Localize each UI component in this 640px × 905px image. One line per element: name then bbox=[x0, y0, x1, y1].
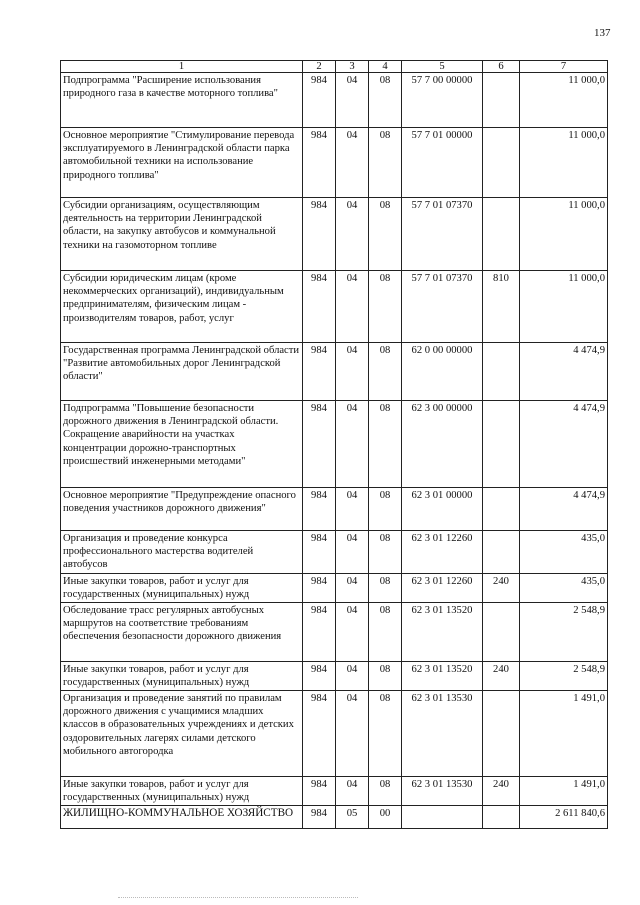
row-csr: 62 0 00 00000 bbox=[402, 343, 483, 401]
table-row bbox=[61, 271, 608, 343]
header-col-csr: 5 bbox=[402, 61, 483, 73]
row-sum: 11 000,0 bbox=[520, 128, 608, 198]
row-sum: 2 548,9 bbox=[520, 662, 608, 691]
header-col-pr: 4 bbox=[369, 61, 402, 73]
row-grbs: 984 bbox=[303, 401, 336, 488]
table-row bbox=[61, 531, 608, 574]
table-row bbox=[61, 603, 608, 662]
row-pr: 08 bbox=[369, 603, 402, 662]
row-name: Иные закупки товаров, работ и услуг для государственных (муниципальных) нужд bbox=[61, 777, 303, 806]
row-sum: 2 611 840,6 bbox=[520, 806, 608, 829]
row-grbs: 984 bbox=[303, 806, 336, 829]
scan-artifact-divider bbox=[118, 897, 358, 900]
header-col-sum: 7 bbox=[520, 61, 608, 73]
row-vr bbox=[483, 531, 520, 574]
row-csr: 62 3 01 00000 bbox=[402, 488, 483, 531]
row-pr: 08 bbox=[369, 73, 402, 128]
row-sum: 4 474,9 bbox=[520, 401, 608, 488]
table-row bbox=[61, 662, 608, 691]
row-rz: 04 bbox=[336, 691, 369, 777]
row-vr bbox=[483, 401, 520, 488]
row-vr: 240 bbox=[483, 662, 520, 691]
row-grbs: 984 bbox=[303, 488, 336, 531]
row-sum: 4 474,9 bbox=[520, 343, 608, 401]
row-name: ЖИЛИЩНО-КОММУНАЛЬНОЕ ХОЗЯЙСТВО bbox=[61, 806, 303, 829]
row-csr: 57 7 01 07370 bbox=[402, 198, 483, 271]
budget-table bbox=[60, 60, 608, 829]
row-vr bbox=[483, 691, 520, 777]
row-sum: 435,0 bbox=[520, 574, 608, 603]
row-rz: 04 bbox=[336, 662, 369, 691]
header-col-rz: 3 bbox=[336, 61, 369, 73]
row-vr bbox=[483, 198, 520, 271]
row-grbs: 984 bbox=[303, 198, 336, 271]
row-csr: 62 3 01 13520 bbox=[402, 603, 483, 662]
row-vr bbox=[483, 73, 520, 128]
row-name: Государственная программа Ленинградской области "Развитие автомобильных дорог Ленинградской области" bbox=[61, 343, 303, 401]
row-grbs: 984 bbox=[303, 777, 336, 806]
row-rz: 04 bbox=[336, 128, 369, 198]
row-sum: 11 000,0 bbox=[520, 271, 608, 343]
row-grbs: 984 bbox=[303, 128, 336, 198]
row-pr: 08 bbox=[369, 128, 402, 198]
table-row bbox=[61, 691, 608, 777]
row-grbs: 984 bbox=[303, 603, 336, 662]
row-sum: 1 491,0 bbox=[520, 777, 608, 806]
row-csr: 62 3 01 13530 bbox=[402, 691, 483, 777]
row-csr: 62 3 01 13530 bbox=[402, 777, 483, 806]
row-rz: 05 bbox=[336, 806, 369, 829]
row-rz: 04 bbox=[336, 574, 369, 603]
row-vr: 240 bbox=[483, 574, 520, 603]
table-row bbox=[61, 401, 608, 488]
row-pr: 08 bbox=[369, 401, 402, 488]
row-csr: 62 3 00 00000 bbox=[402, 401, 483, 488]
row-name: Субсидии организациям, осуществляющим деятельность на территории Ленинградской области, на закупку автобусов и коммунальной техники на газомоторном топливе bbox=[61, 198, 303, 271]
row-vr: 240 bbox=[483, 777, 520, 806]
row-sum: 11 000,0 bbox=[520, 198, 608, 271]
row-csr: 62 3 01 12260 bbox=[402, 574, 483, 603]
row-rz: 04 bbox=[336, 271, 369, 343]
row-name: Организация и проведение конкурса профессионального мастерства водителей автобусов bbox=[61, 531, 303, 574]
row-name: Обследование трасс регулярных автобусных маршрутов на соответствие требованиям обеспечения безопасности дорожного движения bbox=[61, 603, 303, 662]
row-sum: 11 000,0 bbox=[520, 73, 608, 128]
row-pr: 08 bbox=[369, 777, 402, 806]
table-row bbox=[61, 777, 608, 806]
row-csr: 57 7 01 07370 bbox=[402, 271, 483, 343]
row-sum: 2 548,9 bbox=[520, 603, 608, 662]
page-number: 137 bbox=[594, 27, 611, 39]
header-col-grbs: 2 bbox=[303, 61, 336, 73]
row-vr bbox=[483, 343, 520, 401]
table-row bbox=[61, 806, 608, 829]
row-name: Иные закупки товаров, работ и услуг для государственных (муниципальных) нужд bbox=[61, 574, 303, 603]
row-csr: 57 7 00 00000 bbox=[402, 73, 483, 128]
row-pr: 08 bbox=[369, 271, 402, 343]
table-row bbox=[61, 73, 608, 128]
header-col-vr: 6 bbox=[483, 61, 520, 73]
row-csr: 62 3 01 12260 bbox=[402, 531, 483, 574]
row-pr: 08 bbox=[369, 574, 402, 603]
row-sum: 435,0 bbox=[520, 531, 608, 574]
row-rz: 04 bbox=[336, 488, 369, 531]
row-name: Подпрограмма "Повышение безопасности дорожного движения в Ленинградской области. Сокращение аварийности на участках концентрации дорожно-транспортных происшествий инженерными методами" bbox=[61, 401, 303, 488]
row-sum: 1 491,0 bbox=[520, 691, 608, 777]
row-name: Иные закупки товаров, работ и услуг для государственных (муниципальных) нужд bbox=[61, 662, 303, 691]
row-vr: 810 bbox=[483, 271, 520, 343]
row-name: Подпрограмма "Расширение использования природного газа в качестве моторного топлива" bbox=[61, 73, 303, 128]
table-row bbox=[61, 128, 608, 198]
row-name: Субсидии юридическим лицам (кроме некоммерческих организаций), индивидуальным предпринимателям, физическим лицам - производителям товаров, работ, услуг bbox=[61, 271, 303, 343]
row-name: Основное мероприятие "Предупреждение опасного поведения участников дорожного движения" bbox=[61, 488, 303, 531]
row-grbs: 984 bbox=[303, 691, 336, 777]
row-name: Организация и проведение занятий по правилам дорожного движения с учащимися младших классов в образовательных учреждениях и детских оздоровительных лагерях силами детского мобильного автогородка bbox=[61, 691, 303, 777]
row-pr: 08 bbox=[369, 343, 402, 401]
row-rz: 04 bbox=[336, 531, 369, 574]
row-rz: 04 bbox=[336, 777, 369, 806]
row-grbs: 984 bbox=[303, 271, 336, 343]
row-vr bbox=[483, 128, 520, 198]
row-pr: 00 bbox=[369, 806, 402, 829]
row-rz: 04 bbox=[336, 198, 369, 271]
row-grbs: 984 bbox=[303, 73, 336, 128]
row-rz: 04 bbox=[336, 73, 369, 128]
table-row bbox=[61, 198, 608, 271]
row-name: Основное мероприятие "Стимулирование перевода эксплуатируемого в Ленинградской области парка автомобильной техники на использование природного топлива" bbox=[61, 128, 303, 198]
row-rz: 04 bbox=[336, 603, 369, 662]
row-vr bbox=[483, 603, 520, 662]
row-grbs: 984 bbox=[303, 343, 336, 401]
row-rz: 04 bbox=[336, 343, 369, 401]
row-vr bbox=[483, 806, 520, 829]
row-grbs: 984 bbox=[303, 574, 336, 603]
row-csr: 62 3 01 13520 bbox=[402, 662, 483, 691]
row-rz: 04 bbox=[336, 401, 369, 488]
row-csr bbox=[402, 806, 483, 829]
row-pr: 08 bbox=[369, 662, 402, 691]
row-csr: 57 7 01 00000 bbox=[402, 128, 483, 198]
row-sum: 4 474,9 bbox=[520, 488, 608, 531]
header-col-name: 1 bbox=[61, 61, 303, 73]
row-pr: 08 bbox=[369, 488, 402, 531]
table-row bbox=[61, 488, 608, 531]
row-pr: 08 bbox=[369, 691, 402, 777]
row-grbs: 984 bbox=[303, 662, 336, 691]
table-row bbox=[61, 343, 608, 401]
row-vr bbox=[483, 488, 520, 531]
row-grbs: 984 bbox=[303, 531, 336, 574]
row-pr: 08 bbox=[369, 198, 402, 271]
table-row bbox=[61, 574, 608, 603]
header-row bbox=[61, 61, 608, 73]
row-pr: 08 bbox=[369, 531, 402, 574]
